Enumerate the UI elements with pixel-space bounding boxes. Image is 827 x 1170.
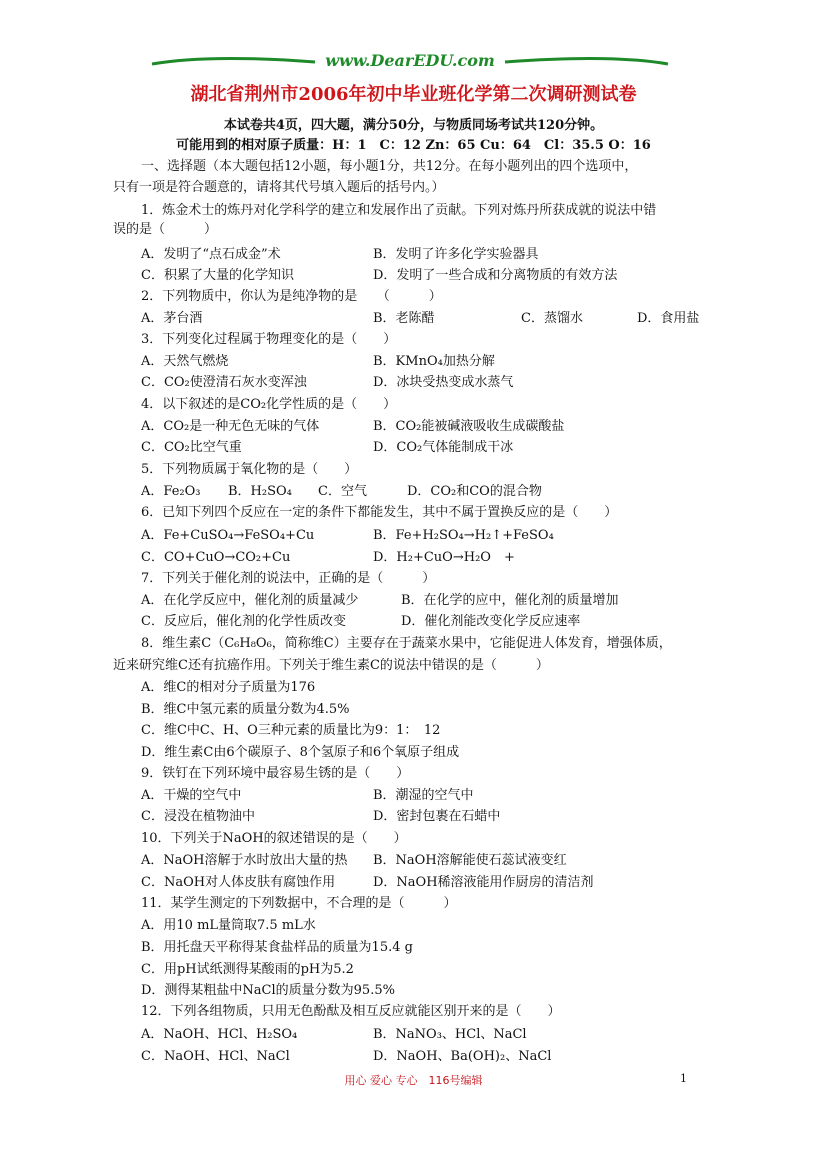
option-a: A．维C的相对分子质量为176 [141, 680, 316, 695]
option-a: A．Fe+CuSO₄→FeSO₄+Cu [141, 528, 315, 543]
option-d: D．维生素C由6个碳原子、8个氢原子和6个氧原子组成 [141, 745, 460, 760]
option-b: B．NaNO₃、HCl、NaCl [373, 1027, 527, 1042]
option-a: A．天然气燃烧 [141, 354, 229, 369]
question-stem: 7．下列关于催化剂的说法中，正确的是（ ） [141, 571, 436, 586]
option-d: D．CO₂气体能制成干冰 [373, 440, 514, 455]
option-c: C．用pH试纸测得某酸雨的pH为5.2 [141, 962, 354, 977]
option-a: A．干燥的空气中 [141, 788, 242, 803]
option-b: B．Fe+H₂SO₄→H₂↑+FeSO₄ [373, 528, 554, 543]
question-stem: 8．维生素C（C₆H₈O₆，简称维C）主要存在于蔬菜水果中，它能促进人体发育，增强体质， [141, 636, 672, 651]
option-b: B．老陈醋 [373, 311, 435, 326]
option-d: D．催化剂能改变化学反应速率 [401, 614, 581, 629]
option-c: C．空气 [318, 484, 367, 499]
option-c: C．维C中C、H、O三种元素的质量比为9：1： 12 [141, 723, 441, 738]
option-a: A．CO₂是一种无色无味的气体 [141, 419, 320, 434]
option-d: D．NaOH稀溶液能用作厨房的清洁剂 [373, 875, 594, 890]
option-c: C．CO₂比空气重 [141, 440, 242, 455]
option-a: A．发明了“点石成金”术 [141, 247, 281, 262]
option-b: B．用托盘天平称得某食盐样品的质量为15.4 g [141, 940, 413, 955]
option-d: D．密封包裹在石蜡中 [373, 809, 501, 824]
option-b: B．NaOH溶解能使石蕊试液变红 [373, 853, 567, 868]
option-a: A．NaOH溶解于水时放出大量的热 [141, 853, 348, 868]
page-footer: 用心 爱心 专心 116号编辑 [344, 1074, 483, 1087]
site-banner [150, 50, 670, 72]
option-a: A．茅台酒 [141, 311, 203, 326]
option-d: D．H₂+CuO→H₂O + [373, 550, 515, 565]
section-intro: 一、选择题（本大题包括12小题，每小题1分，共12分。在每小题列出的四个选项中， [141, 159, 638, 174]
question-stem: 9．铁钉在下列环境中最容易生锈的是（ ） [141, 766, 410, 781]
option-b: B．潮湿的空气中 [373, 788, 474, 803]
atomic-mass-info: 可能用到的相对原子质量：H：1 C：12 Zn：65 Cu：64 Cl：35.5 O：16 [176, 138, 651, 153]
option-a: A．在化学反应中，催化剂的质量减少 [141, 593, 359, 608]
question-stem: 12．下列各组物质，只用无色酚酞及相互反应就能区别开来的是（ ） [141, 1004, 561, 1019]
option-b: B．维C中氢元素的质量分数为4.5% [141, 702, 350, 717]
question-stem: 3．下列变化过程属于物理变化的是（ ） [141, 332, 397, 347]
option-c: C．积累了大量的化学知识 [141, 268, 294, 283]
option-d: D．CO₂和CO的混合物 [407, 484, 542, 499]
option-d: D．食用盐 [637, 311, 700, 326]
option-a: A．Fe₂O₃ [141, 484, 201, 499]
option-b: B．在化学的应中，催化剂的质量增加 [401, 593, 619, 608]
option-d: D．测得某粗盐中NaCl的质量分数为95.5% [141, 983, 395, 998]
page-title: 湖北省荆州市2006年初中毕业班化学第二次调研测试卷 [190, 84, 637, 105]
option-c: C．CO₂使澄清石灰水变浑浊 [141, 375, 307, 390]
option-d: D．NaOH、Ba(OH)₂、NaCl [373, 1049, 552, 1064]
page-number: 1 [680, 1072, 687, 1085]
question-stem-cont: 近来研究维C还有抗癌作用。下列关于维生素C的说法中错误的是（ ） [113, 658, 549, 673]
section-intro-cont: 只有一项是符合题意的，请将其代号填入题后的括号内。） [113, 180, 445, 195]
site-url: www.DearEDU.com [325, 51, 495, 70]
option-a: A．NaOH、HCl、H₂SO₄ [141, 1027, 298, 1042]
option-b: B．KMnO₄加热分解 [373, 354, 495, 369]
question-stem: 6．已知下列四个反应在一定的条件下都能发生，其中不属于置换反应的是（ ） [141, 505, 618, 520]
question-stem: 4．以下叙述的是CO₂化学性质的是（ ） [141, 397, 397, 412]
option-c: C．蒸馏水 [521, 311, 583, 326]
option-c: C．NaOH、HCl、NaCl [141, 1049, 290, 1064]
option-c: C．NaOH对人体皮肤有腐蚀作用 [141, 875, 336, 890]
question-stem-cont: 误的是（ ） [113, 222, 218, 237]
question-stem: 10．下列关于NaOH的叙述错误的是（ ） [141, 831, 407, 846]
option-d: D．发明了一些合成和分离物质的有效方法 [373, 268, 618, 283]
question-stem: 5．下列物质属于氧化物的是（ ） [141, 462, 358, 477]
option-a: A．用10 mL量筒取7.5 mL水 [141, 918, 316, 933]
option-b: B．发明了许多化学实验器具 [373, 247, 539, 262]
option-d: D．冰块受热变成水蒸气 [373, 375, 514, 390]
option-c: C．浸没在植物油中 [141, 809, 255, 824]
option-c: C．CO+CuO→CO₂+Cu [141, 550, 291, 565]
question-stem: 2．下列物质中，你认为是纯净物的是 （ ） [141, 289, 442, 304]
option-b: B．CO₂能被碱液吸收生成碳酸盐 [373, 419, 565, 434]
question-stem: 11．某学生测定的下列数据中，不合理的是（ ） [141, 896, 457, 911]
question-stem: 1．炼金术士的炼丹对化学科学的建立和发展作出了贡献。下列对炼丹所获成就的说法中错 [141, 203, 657, 218]
option-b: B．H₂SO₄ [228, 484, 292, 499]
option-c: C．反应后，催化剂的化学性质改变 [141, 614, 346, 629]
exam-info: 本试卷共4页，四大题，满分50分，与物质同场考试共120分钟。 [223, 118, 604, 133]
